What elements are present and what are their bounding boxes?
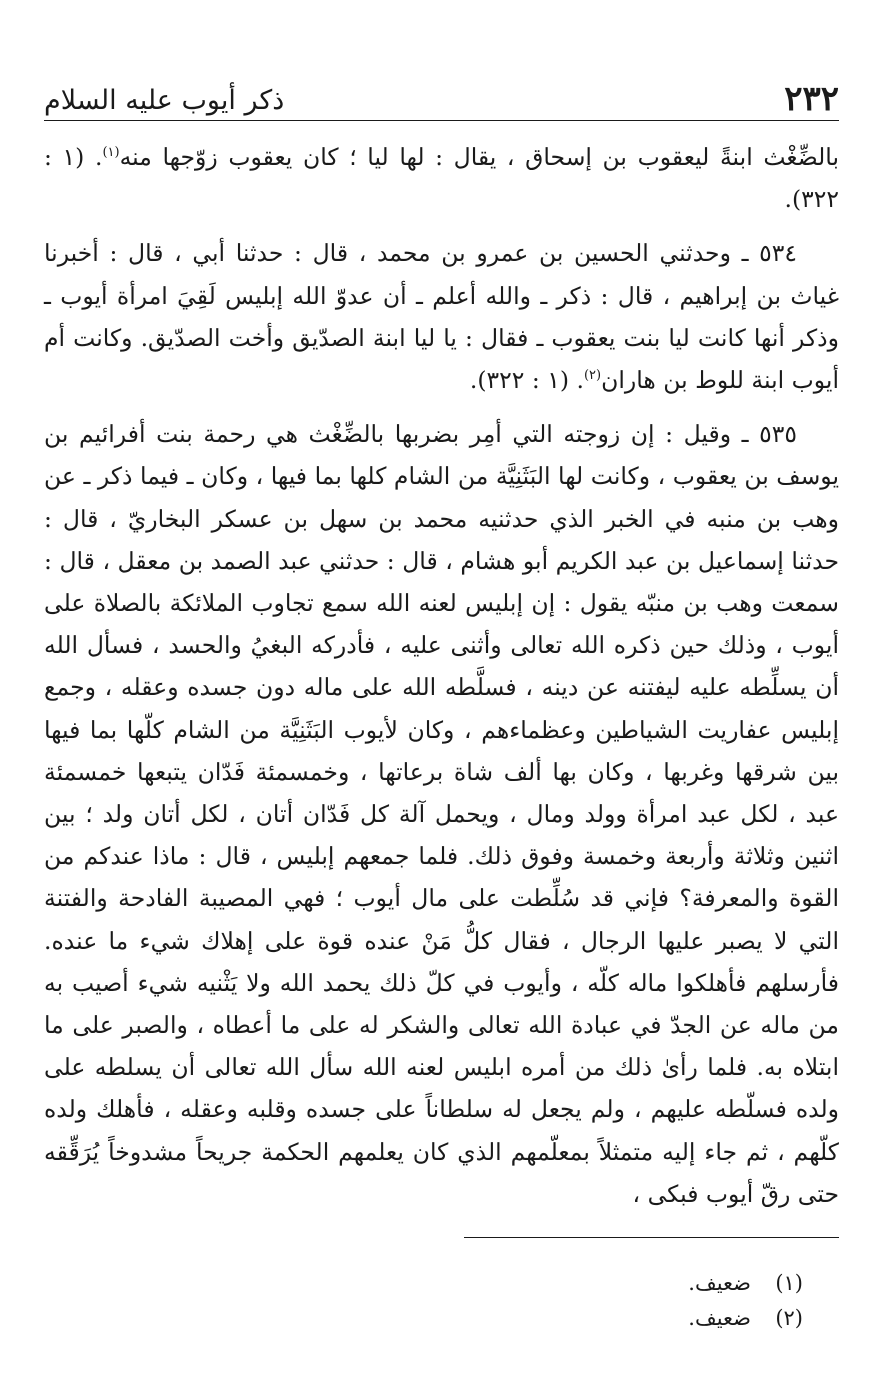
footnote-number: (٢): [775, 1306, 803, 1330]
footnotes: [44, 1266, 803, 1336]
paragraph-continued: [44, 136, 839, 220]
main-text: [44, 136, 839, 1227]
footnote-text: ضعيف.: [688, 1306, 751, 1330]
page-number: ٢٣٢: [784, 79, 839, 119]
running-header: [44, 74, 839, 121]
footnote-number: (١): [775, 1271, 803, 1295]
footnote-marker: (٢): [583, 368, 602, 384]
paragraph-text: ٥٣٥ ـ وقيل : إن زوجته التي أمِر بضربها بالضِّغْث هي رحمة بنت أفرائيم بن يوسف بن يعقوب ، وكانت لها البَثَنِيَّة من الشام كلها بما فيها ، وكان ـ فيما ذكر ـ عن وهب بن منبه في الخبر الذي حدثنيه محمد بن سهل بن عسكر البخاريّ ، قال : حدثنا إسماعيل بن عبد الكريم أبو هشام ، قال : حدثني عبد الصمد بن معقل ، قال : سمعت وهب بن منبّه يقول : إن إبليس لعنه الله سمع تجاوب الملائكة بالصلاة على أيوب ، وذلك حين ذكره الله تعالى وأثنى عليه ، فأدركه البغيُ والحسد ، فسأل الله أن يسلِّطه عليه ليفتنه عن دينه ، فسلَّطه الله على ماله دون جسده وعقله ، وجمع إبليس عفاريت الشياطين وعظماءهم ، وكان لأيوب البَثَنِيَّة من الشام كلّها بما فيها بين شرقها وغربها ، وكان بها ألف شاة برعاتها ، وخمسمئة فَدّان يتبعها خمسمئة عبد ، لكل عبد امرأة وولد ومال ، ويحمل آلة كل فَدّان أتان ، لكل أتان ولد ؛ بين اثنين وثلاثة وأربعة وخمسة وفوق ذلك. فلما جمعهم إبليس ، قال : ماذا عندكم من القوة والمعرفة؟ فإني قد سُلِّطت على مال أيوب ؛ فهي المصيبة الفادحة والفتنة التي لا يصبر عليها الرجال ، فقال كلُّ مَنْ عنده قوة على إهلاك شيء ما عنده. فأرسلهم فأهلكوا ماله كلّه ، وأيوب في كلّ ذلك يحمد الله ولا يَثْنيه شيء أصيب به من ماله عن الجدّ في عبادة الله تعالى والشكر له على ما أعطاه ، والصبر على ما ابتلاه به. فلما رأىٰ ذلك من أمره ابليس لعنه الله سأل الله تعالى أن يسلطه على ولده فسلّطه عليهم ، ولم يجعل له سلطاناً على جسده وقلبه وعقله ، فأهلك ولده كلّهم ، ثم جاء إليه متمثلاً بمعلّمهم الذي كان يعلمهم الحكمة جريحاً مشدوخاً يُرَقِّقه حتى رقّ أيوب فبكى ،: [44, 420, 839, 1208]
footnote-1: [44, 1266, 803, 1301]
running-title: ذكر أيوب عليه السلام: [44, 85, 285, 116]
paragraph-text: بالضِّغْث ابنةً ليعقوب بن إسحاق ، يقال : لها ليا ؛ كان يعقوب زوّجها منه: [119, 143, 839, 171]
paragraph-535: [44, 413, 839, 1215]
paragraph-534: [44, 232, 839, 401]
citation: . (١ : ٣٢٢).: [469, 366, 584, 395]
citation: . (١ : ٣٢٢).: [44, 143, 839, 214]
footnote-2: [44, 1301, 803, 1336]
footnote-separator: [464, 1237, 839, 1238]
paragraph-text: ٥٣٤ ـ وحدثني الحسين بن عمرو بن محمد ، قال : حدثنا أبي ، قال : أخبرنا غياث بن إبراهيم ، قال : ذكر ـ والله أعلم ـ أن عدوّ الله إبليس لَقِيَ امرأة أيوب ـ وذكر أنها كانت ليا بنت يعقوب ـ فقال : يا ليا ابنة الصدّيق وأخت الصدّيق. وكانت أم أيوب ابنة للوط بن هاران: [44, 239, 839, 395]
footnote-marker: (١): [102, 145, 120, 161]
footnote-text: ضعيف.: [688, 1271, 751, 1295]
